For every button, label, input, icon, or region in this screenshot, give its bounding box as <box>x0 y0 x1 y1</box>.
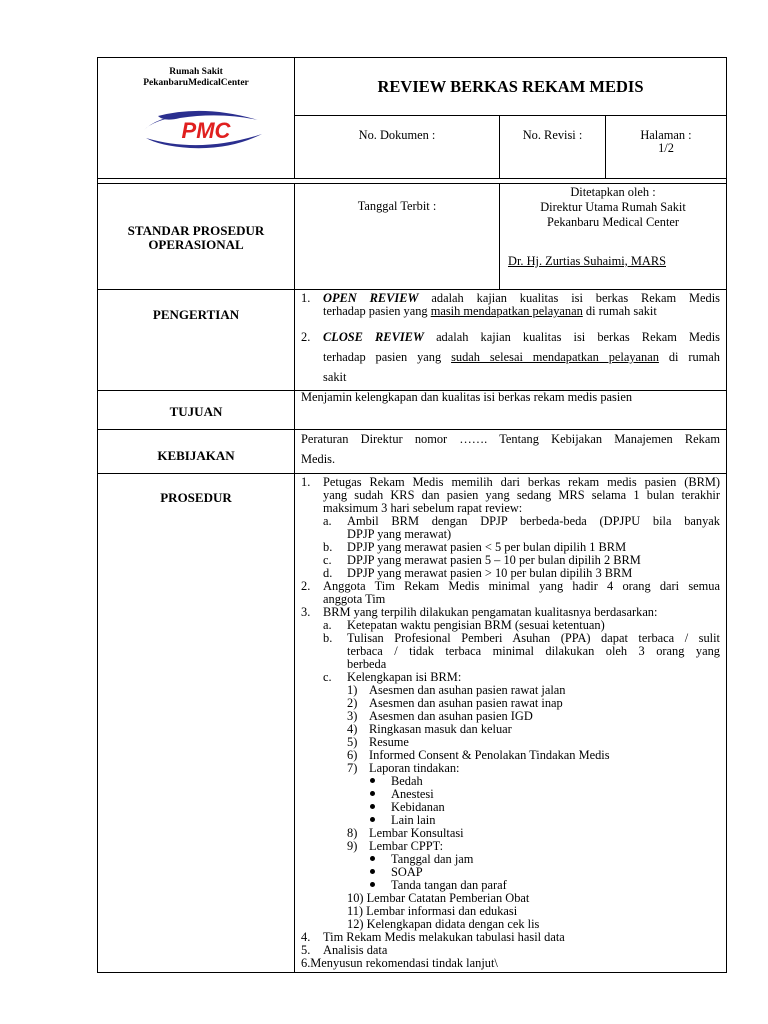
prosedur-1-line3: maksimum 3 hari sebelum rapat review: <box>323 501 523 515</box>
rule-sop-top <box>97 183 727 184</box>
prosedur-3a-letter: a. <box>323 618 332 632</box>
c5-text: Resume <box>369 735 409 749</box>
rule-pengertian-top <box>97 289 727 290</box>
prosedur-6: 6.Menyusun rekomendasi tindak lanjut\ <box>301 956 498 970</box>
rule-header-divider <box>294 57 295 179</box>
rule-dokumen-revisi <box>499 115 500 179</box>
c6-number: 6) <box>347 748 358 762</box>
c9-number: 9) <box>347 839 358 853</box>
rule-title-bottom <box>294 115 727 116</box>
pengertian-item2-line3: sakit <box>323 370 347 384</box>
bullet-icon <box>370 817 375 822</box>
prosedur-1b-letter: b. <box>323 540 333 554</box>
prosedur-1-line1: Petugas Rekam Medis memilih dari berkas rekam medis pasien (BRM) <box>323 475 720 489</box>
ditetapkan-line1: Ditetapkan oleh : <box>570 185 656 199</box>
bullet-icon <box>370 791 375 796</box>
sop-label-line2: OPERASIONAL <box>148 237 244 252</box>
item2-l2-underlined: sudah selesai mendapatkan pelayanan <box>451 350 659 364</box>
no-dokumen-label: No. Dokumen : <box>358 128 436 142</box>
prosedur-1b: DPJP yang merawat pasien < 5 per bulan dipilih 1 BRM <box>347 540 627 554</box>
c12-text: 12) Kelengkapan didata dengan cek lis <box>347 917 540 931</box>
prosedur-1a-line1: Ambil BRM dengan DPJP berbeda-beda (DPJPU bila banyak <box>347 514 720 528</box>
kebijakan-label: KEBIJAKAN <box>157 448 235 463</box>
signatory-name: Dr. Hj. Zurtias Suhaimi, MARS <box>508 254 666 268</box>
c7-item-kebidanan: Kebidanan <box>391 800 445 814</box>
border-right <box>726 57 727 973</box>
prosedur-2-number: 2. <box>301 579 311 593</box>
no-revisi-label: No. Revisi : <box>522 128 583 142</box>
c7-item-lain-lain: Lain lain <box>391 813 436 827</box>
tujuan-text: Menjamin kelengkapan dan kualitas isi berkas rekam medis pasien <box>301 390 633 404</box>
prosedur-1-number: 1. <box>301 475 311 489</box>
pengertian-item2-line1 <box>323 331 720 344</box>
pmc-logo <box>140 108 268 152</box>
prosedur-1d-letter: d. <box>323 566 333 580</box>
prosedur-1c: DPJP yang merawat pasien 5 – 10 per bulan dipilih 2 BRM <box>347 553 641 567</box>
prosedur-1c-letter: c. <box>323 553 332 567</box>
pengertian-item2-line2 <box>323 351 720 364</box>
c9-item-tanggal: Tanggal dan jam <box>391 852 474 866</box>
pengertian-item1-line2 <box>323 305 657 318</box>
sop-label <box>98 224 294 252</box>
hospital-name-line2: PekanbaruMedicalCenter <box>143 78 249 88</box>
hospital-name <box>98 67 294 89</box>
prosedur-1-line2: yang sudah KRS dan pasien yang sedang MRS selama 1 bulan terakhir <box>323 488 720 502</box>
item2-l2-pre: terhadap pasien yang <box>323 350 442 364</box>
c3-number: 3) <box>347 709 358 723</box>
c3-text: Asesmen dan asuhan pasien IGD <box>369 709 533 723</box>
prosedur-3c: Kelengkapan isi BRM: <box>347 670 462 684</box>
border-top <box>97 57 727 58</box>
bullet-icon <box>370 804 375 809</box>
prosedur-5: Analisis data <box>323 943 388 957</box>
c9-item-tanda-tangan: Tanda tangan dan paraf <box>391 878 507 892</box>
pengertian-item2-number: 2. <box>301 330 311 344</box>
rule-header-bottom <box>97 178 727 179</box>
prosedur-4-number: 4. <box>301 930 311 944</box>
bullet-icon <box>370 778 375 783</box>
c5-number: 5) <box>347 735 358 749</box>
border-left <box>97 57 98 973</box>
item2-l2-post: di rumah <box>668 350 721 364</box>
pengertian-item1-number: 1. <box>301 291 311 305</box>
prosedur-2-line1: Anggota Tim Rekam Medis minimal yang hadir 4 orang dari semua <box>323 579 720 593</box>
prosedur-2-line2: anggota Tim <box>323 592 386 606</box>
pmc-logo-text: PMC <box>181 118 231 143</box>
bullet-icon <box>370 869 375 874</box>
c1-text: Asesmen dan asuhan pasien rawat jalan <box>369 683 566 697</box>
item1-l2-pre: terhadap pasien yang <box>323 304 428 318</box>
prosedur-3a: Ketepatan waktu pengisian BRM (sesuai ketentuan) <box>347 618 605 632</box>
open-review-term: OPEN REVIEW <box>323 291 419 305</box>
bullet-icon <box>370 882 375 887</box>
c6-text: Informed Consent & Penolakan Tindakan Medis <box>369 748 610 762</box>
sop-label-line1: STANDAR PROSEDUR <box>127 223 265 238</box>
border-bottom <box>97 972 727 973</box>
document-title: REVIEW BERKAS REKAM MEDIS <box>377 77 644 96</box>
c1-number: 1) <box>347 683 358 697</box>
c8-text: Lembar Konsultasi <box>369 826 464 840</box>
rule-body-divider <box>294 183 295 973</box>
c7-item-anestesi: Anestesi <box>391 787 434 801</box>
c2-number: 2) <box>347 696 358 710</box>
halaman-label: Halaman : <box>640 128 692 142</box>
c9-item-soap: SOAP <box>391 865 423 879</box>
prosedur-1d: DPJP yang merawat pasien > 10 per bulan dipilih 3 BRM <box>347 566 633 580</box>
prosedur-1a-line2: DPJP yang merawat) <box>347 527 452 541</box>
c11-text: 11) Lembar informasi dan edukasi <box>347 904 518 918</box>
close-review-term: CLOSE REVIEW <box>323 330 424 344</box>
prosedur-3b-line1: Tulisan Profesional Pemberi Asuhan (PPA) dapat terbaca / sulit <box>347 631 720 645</box>
c7-text: Laporan tindakan: <box>369 761 460 775</box>
c7-number: 7) <box>347 761 358 775</box>
prosedur-3-number: 3. <box>301 605 311 619</box>
c8-number: 8) <box>347 826 358 840</box>
rule-prosedur-top <box>97 473 727 474</box>
prosedur-3b-line3: berbeda <box>347 657 387 671</box>
item1-l2-underlined: masih mendapatkan pelayanan <box>430 304 583 318</box>
prosedur-3b-line2: terbaca / tidak terbaca minimal dilakukan oleh 3 orang yang <box>347 644 720 658</box>
rule-kebijakan-top <box>97 429 727 430</box>
tujuan-label: TUJUAN <box>169 404 223 419</box>
c7-item-bedah: Bedah <box>391 774 423 788</box>
prosedur-3b-letter: b. <box>323 631 333 645</box>
ditetapkan-line3: Pekanbaru Medical Center <box>546 215 680 229</box>
bullet-icon <box>370 856 375 861</box>
prosedur-1a-letter: a. <box>323 514 332 528</box>
prosedur-5-number: 5. <box>301 943 311 957</box>
prosedur-4: Tim Rekam Medis melakukan tabulasi hasil data <box>323 930 565 944</box>
open-review-definition: adalah kajian kualitas isi berkas Rekam Medis <box>431 291 720 305</box>
c9-text: Lembar CPPT: <box>369 839 444 853</box>
prosedur-3c-letter: c. <box>323 670 332 684</box>
c2-text: Asesmen dan asuhan pasien rawat inap <box>369 696 563 710</box>
c4-text: Ringkasan masuk dan keluar <box>369 722 512 736</box>
halaman-value: 1/2 <box>658 141 674 155</box>
hospital-name-line1: Rumah Sakit <box>169 67 223 77</box>
ditetapkan-block <box>500 185 726 230</box>
tanggal-terbit-label: Tanggal Terbit : <box>357 199 437 213</box>
prosedur-3: BRM yang terpilih dilakukan pengamatan kualitasnya berdasarkan: <box>323 605 658 619</box>
pengertian-label: PENGERTIAN <box>152 307 240 322</box>
c4-number: 4) <box>347 722 358 736</box>
ditetapkan-line2: Direktur Utama Rumah Sakit <box>540 200 686 214</box>
c10-text: 10) Lembar Catatan Pemberian Obat <box>347 891 530 905</box>
item1-l2-post: di rumah sakit <box>585 304 657 318</box>
close-review-definition: adalah kajian kualitas isi berkas Rekam Medis <box>436 330 720 344</box>
kebijakan-line2: Medis. <box>301 452 336 466</box>
kebijakan-line1: Peraturan Direktur nomor ……. Tentang Kebijakan Manajemen Rekam <box>301 432 720 446</box>
prosedur-label: PROSEDUR <box>160 490 232 505</box>
